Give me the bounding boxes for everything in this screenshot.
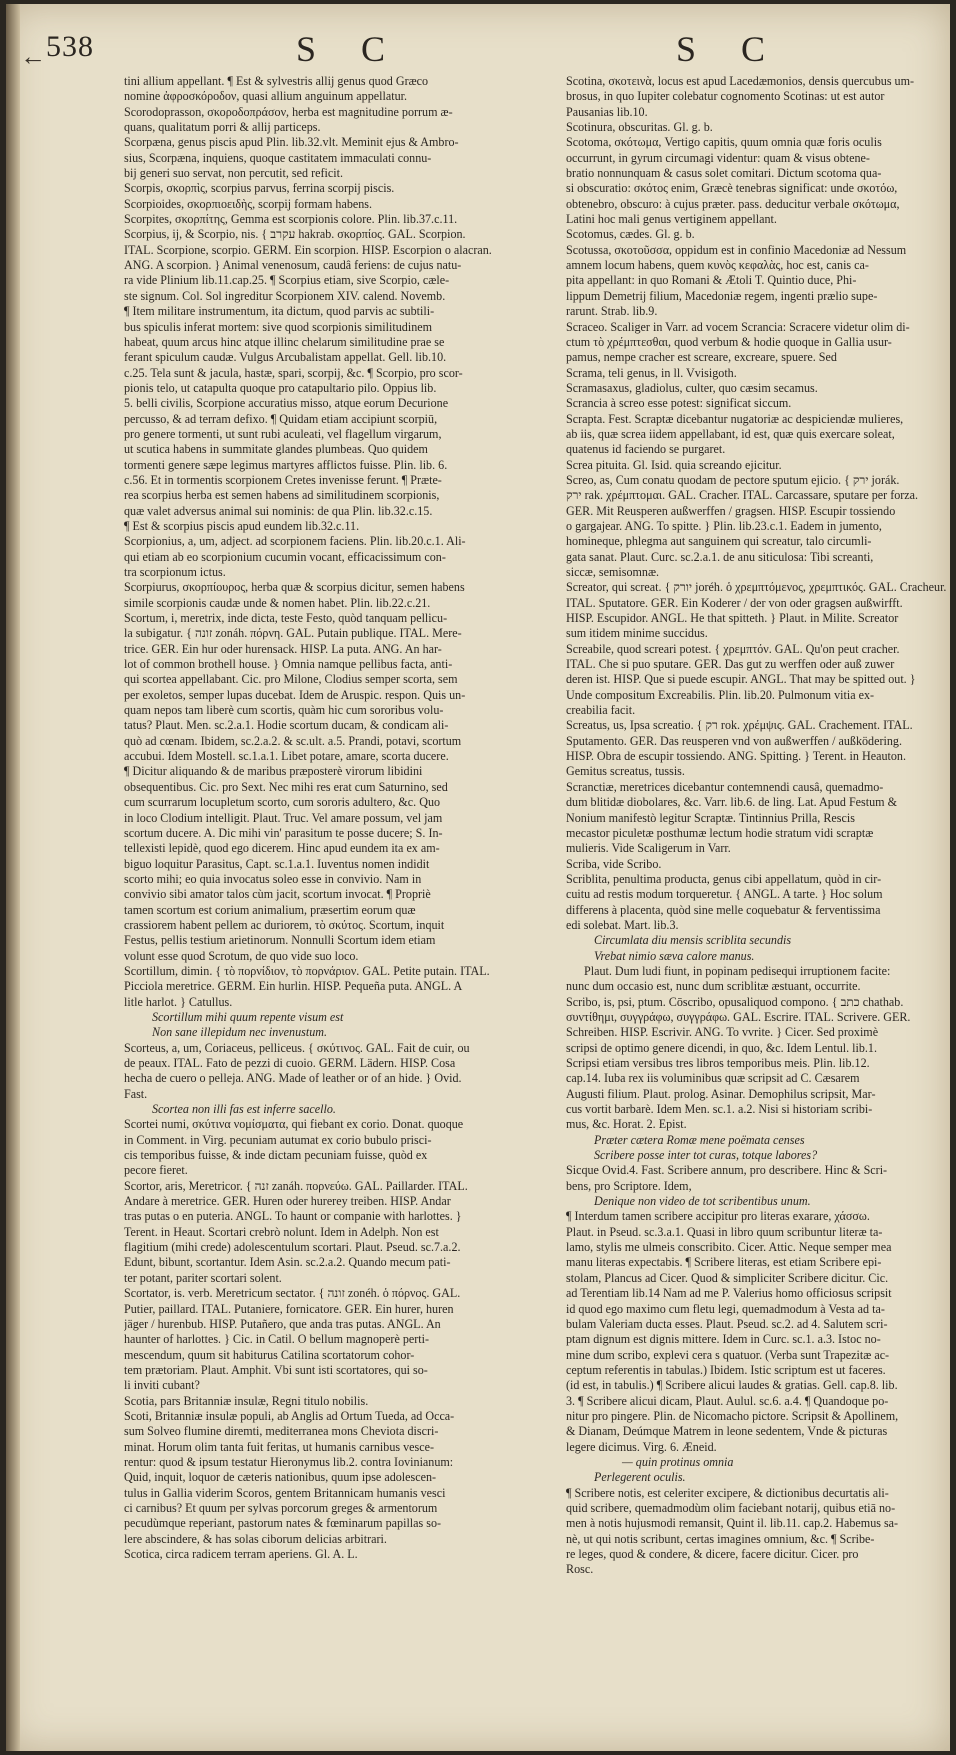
text-line: Præter cætera Romæ mene poëmata censes [594, 1132, 805, 1147]
text-line: ירק rak. χρέμπτομαι. GAL. Cracher. ITAL. Carcassare, sputare per forza. [566, 488, 919, 503]
text-line: occurrunt, in gyrum circumagi videntur: quam & visus obtene- [566, 150, 870, 165]
text-line: Rosc. [566, 1562, 594, 1577]
text-line: bulam Valeriam ducta esses. Plaut. Pseud. sc.2. ad 4. Salutem scri- [566, 1316, 888, 1331]
text-line: ITAL. Sputatore. GER. Ein Koderer / der von oder gragsen außwirfft. [566, 595, 903, 610]
text-line: c.56. Et in tormentis scorpionem Cretes invenisse ferunt. ¶ Præte- [124, 472, 442, 487]
text-line: la subigatur. { זונה zonáh. πόρνη. GAL. Putain publique. ITAL. Mere- [124, 626, 462, 641]
text-line: brosus, in quo Iupiter colebatur cognomento Scotinas: ut est autor [566, 89, 885, 104]
text-line: pro genere tormenti, ut sunt rubi aculeati, vel flagellum virgarum, [124, 426, 442, 441]
text-line: Scortea non illi fas est inferre sacello. [152, 1102, 336, 1117]
text-line: ctum τὸ χρέμπτεσθαι, quod verbum & hodie quoque in Gallia usur- [566, 334, 892, 349]
text-line: bratio nonnunquam & casus solet comitari. Dictum scotoma qua- [566, 166, 882, 181]
text-line: litle harlot. } Catullus. [124, 994, 233, 1009]
text-line: Denique non video de tot scribentibus unum. [594, 1194, 811, 1209]
text-line: manu literas expectabis. ¶ Scribere literas, est etiam Scribere epi- [566, 1255, 882, 1270]
text-line: ptam dignum est dignis mittere. Idem in Curc. sc.1. a.3. Istoc no- [566, 1332, 881, 1347]
text-line: pionis telo, ut catapulta quoque pro catapultario pilo. Oppius lib. [124, 380, 437, 395]
text-line: Plaut. Dum ludi fiunt, in popinam pedisequi irruptionem facite: [584, 963, 891, 978]
text-line: Scorpites, σκορπίτης, Gemma est scorpionis colore. Plin. lib.37.c.11. [124, 212, 458, 227]
text-line: quæ valet adversus animal sui nominis: de qua Plin. lib.32.c.15. [124, 503, 433, 518]
text-line: Scotoma, σκότωμα, Vertigo capitis, quum omnia quæ foris oculis [566, 135, 882, 150]
text-line: obtenebro, obscuro: à cujus præter. pass. deducitur verbale σκότωμα, [566, 196, 900, 211]
text-line: Scriba, vide Scribo. [566, 856, 662, 871]
text-line: Edunt, bibunt, scortantur. Idem Asin. sc.2.a.2. Quando mecum pati- [124, 1255, 451, 1270]
text-line: ¶ Scribere notis, est celeriter excipere, & dictionibus decurtatis ali- [566, 1485, 889, 1500]
text-line: sum Solveo flumine diremti, mediterranea mons Cheviota discri- [124, 1424, 439, 1439]
text-line: Scrapta. Fest. Scraptæ dicebantur nugatoriæ ac despiciendæ mulieres, [566, 411, 904, 426]
text-line: gata sanat. Plaut. Curc. sc.2.a.1. de anu siticulosa: Tibi screanti, [566, 549, 874, 564]
text-line: in Comment. in Virg. pecuniam autumat ex corio bubulo prisci- [124, 1132, 432, 1147]
text-line: lere abscindere, & has solas ciborum delicias arbitrari. [124, 1531, 387, 1546]
text-line: Scorodoprasson, σκοροδοπράσον, herba est magnitudine porrum æ- [124, 104, 453, 119]
text-line: differens à placenta, quòd sine melle coquebatur & ferventissima [566, 902, 881, 917]
page-number: 538 [46, 30, 94, 63]
text-line: edi solebat. Mart. lib.3. [566, 917, 679, 932]
text-line: Scortum, i, meretrix, inde dicta, teste Festo, quòd tanquam pellicu- [124, 611, 448, 626]
text-line: nitur pro pingere. Plin. de Nicomacho pictore. Scripsit & Apollinem, [566, 1408, 899, 1423]
text-line: pita appellant: in quo Romani & Ætoli T. Quintio duce, Phi- [566, 273, 857, 288]
text-line: volunt esse quod Scrotum, de quo vide suo loco. [124, 948, 359, 963]
text-line: 5. belli civilis, Scorpione accuratius misso, atque eorum Decurione [124, 396, 449, 411]
text-line: ¶ Dicitur aliquando & de maribus præposterè virorum libidini [124, 764, 423, 779]
text-line: ¶ Interdum tamen scribere accipitur pro literas exarare, χάσσω. [566, 1209, 870, 1224]
text-line: accubui. Idem Mostell. sc.1.a.1. Libet potare, amare, scorta ducere. [124, 749, 449, 764]
text-line: Scotia, pars Britanniæ insulæ, Regni titulo nobilis. [124, 1393, 369, 1408]
text-line: de peaux. ITAL. Fato de pezzi di cuoio. GERM. Lädern. HISP. Cosa [124, 1056, 456, 1070]
text-line: Scribere posse inter tot curas, totque labores? [594, 1148, 818, 1163]
text-line: Perlegerent oculis. [594, 1470, 686, 1485]
text-line: ter potant, pariter scortari solent. [124, 1270, 282, 1285]
text-line: ut scutica habens in summitate glandes plumbeas. Quo quidem [124, 442, 428, 457]
text-line: Scorpioides, σκορπιοειδὴς, scorpij formam habens. [124, 196, 373, 211]
text-line: trice. GER. Ein hur oder hurensack. HISP. La puta. ANG. An har- [124, 641, 442, 656]
text-line: cap.14. Iuba rex iis voluminibus quæ scripsit ad C. Cæsarem [566, 1071, 860, 1086]
text-line: Screabile, quod screari potest. { χρεμπτόν. GAL. Qu'on peut cracher. [566, 641, 900, 656]
text-line: tatus? Plaut. Men. sc.2.a.1. Hodie scortum ducam, & condicam ali- [124, 718, 449, 733]
running-head-left: S C [296, 29, 404, 69]
text-line: ab iis, quæ screa iidem appellabant, id est, quæ quis exercare soleat, [566, 426, 895, 441]
text-line: HISP. Escupidor. ANGL. He that spitteth. } Plaut. in Milite. Screator [566, 611, 899, 626]
text-line: Scortor, aris, Meretricor. { זנה zanáh. πορνεύω. GAL. Paillarder. ITAL. [124, 1178, 468, 1193]
text-line: Scorpæna, genus piscis apud Plin. lib.32.vlt. Meminit ejus & Ambro- [124, 135, 459, 150]
text-line: Screator, qui screat. { יורק joréh. ὁ χρεμπτόμενος, χρεμπτικός. GAL. Cracheur. [566, 580, 947, 595]
text-line: Scotussa, σκοτοῦσσα, oppidum est in confinio Macedoniæ ad Nessum [566, 242, 907, 257]
text-line: lot of common brothell house. } Omnia namque pellibus facta, anti- [124, 657, 453, 672]
text-line: Scorpis, σκορπὶς, scorpius parvus, ferrina scorpij piscis. [124, 181, 395, 196]
text-line: lamo, stylis me ulmeis conscribito. Cicer. Attic. Neque semper mea [566, 1240, 892, 1255]
text-line: Nonium manifestò legitur Scraptæ. Tintinnius Prilla, Rescis [566, 810, 855, 825]
text-line: Non sane illepidum nec invenustum. [152, 1025, 327, 1040]
text-line: ferant spiculum caudæ. Vulgus Arcubalistam appellat. Gell. lib.10. [124, 350, 447, 365]
text-line: stolam, Plancus ad Cicer. Quod & simpliciter Scribere dicitur. Cic. [566, 1270, 889, 1285]
text-line: mus, &c. Horat. 2. Epist. [566, 1117, 687, 1132]
text-line: Festus, pellis testium arietinorum. Nonnulli Scortum idem etiam [124, 933, 436, 948]
text-line: Pausanias lib.10. [566, 104, 648, 119]
text-line: obsequentibus. Cic. pro Sext. Nec mihi res erat cum Saturnino, sed [124, 779, 448, 794]
margin-arrow-mark: ← [20, 42, 46, 71]
text-line: ITAL. Che si puo sputare. GER. Das gut zu werffen oder auß zuwer [566, 657, 895, 672]
running-head-right: S C [676, 29, 784, 69]
text-line: tini allium appellant. ¶ Est & sylvestris allij genus quod Græco [124, 74, 429, 88]
text-line: pamus, nempe cracher est screare, excreare, spuere. Sed [566, 350, 837, 365]
text-line: ITAL. Scorpione, scorpio. GERM. Ein scorpion. HISP. Escorpion o alacran. [124, 242, 492, 257]
text-line: homineque, phlegma aut sanguinem qui screatur, talo circumli- [566, 534, 872, 549]
text-line: jäger / hurenbub. HISP. Putañero, que anda tras putas. ANGL. An [124, 1316, 441, 1331]
text-line: cus vortit barbarè. Idem Men. sc.1. a.2. Nisi si historiam scribi- [566, 1102, 873, 1117]
text-line: Unde compositum Excreabilis. Plin. lib.20. Pulmonum vitia ex- [566, 687, 875, 702]
text-line: simile scorpionis caudæ unde & nomen habet. Plin. lib.22.c.21. [124, 595, 431, 610]
text-line: Scoti, Britanniæ insulæ populi, ab Anglis ad Ortum Tueda, ad Occa- [124, 1408, 455, 1423]
text-line: cuitu ad restis modum torqueretur. { ANGL. A tarte. } Hoc solum [566, 887, 883, 902]
text-line: Andare à meretrice. GER. Huren oder hurerey treiben. HISP. Andar [124, 1194, 451, 1209]
text-line: pecore fieret. [124, 1163, 188, 1178]
text-line: c.25. Tela sunt & jacula, hastæ, spari, scorpij, &c. ¶ Scorpio, pro scor- [124, 365, 463, 380]
text-line: GER. Mit Reusperen außwerffen / gragsen. HISP. Escupir tossiendo [566, 503, 896, 518]
text-line: id quod ego maximo cum fletu legi, quemadmodum à Vesta ad ta- [566, 1301, 885, 1316]
text-line: cis temporibus fuisse, & inde dictam pecuniam fuisse, quòd ex [124, 1148, 428, 1163]
text-line: quò ad cœnam. Ibidem, sc.2.a.2. & sc.ult. a.5. Prandi, potavi, scortum [124, 733, 462, 748]
text-line: — quin protinus omnia [622, 1454, 734, 1469]
text-line: & Dianam, Deúmque Matrem in leone sedentem, Vnde & picturas [566, 1424, 888, 1439]
text-line: mulieris. Vide Scaligerum in Varr. [566, 841, 731, 856]
text-line: mine dum scribo, explevi cera s quatuor. (Verba sunt Trapezitæ ac- [566, 1347, 890, 1362]
text-line: ¶ Item militare instrumentum, ita dictum, quod parvis ac subtili- [124, 304, 435, 319]
text-line: Scotica, circa radicem terram aperiens. Gl. A. L. [124, 1547, 358, 1561]
text-line: tras putas o en puteria. ANGL. To haunt or companie with harlottes. } [124, 1209, 462, 1224]
text-line: Scramasaxus, gladiolus, culter, quo cæsim secamus. [566, 380, 818, 395]
text-line: bus spiculis inferat mortem: sive quod scorpionis similitudinem [124, 319, 433, 334]
text-line: tormenti genere sæpe legimus martyres afflictos fuisse. Plin. lib. 6. [124, 457, 448, 472]
text-line: cum scurrarum locupletum scorto, cum sororis adultero, &c. Quo [124, 795, 441, 810]
right-text-column [566, 74, 956, 1578]
text-line: tamen scortum est corium animalium, præsertim eorum quæ [124, 902, 416, 917]
text-line: Screa pituita. Gl. Isid. quia screando ejicitur. [566, 457, 782, 472]
text-line: convivio sibi amator talos cùm jacit, scortum invocat. ¶ Propriè [124, 887, 431, 902]
text-line: in loco Clodium intelligit. Plaut. Truc. Vel amare possum, vel jam [124, 810, 443, 825]
text-line: Picciola meretrice. GERM. Ein hurlin. HISP. Pequeña puta. ANGL. A [124, 979, 463, 994]
text-line: lippum Demetrij filium, Macedoniæ regem, ingenti prælio supe- [566, 288, 878, 303]
text-line: per exoletos, semper lupas ducebat. Idem de Aruspic. respon. Quis un- [124, 687, 466, 702]
text-line: quans, qualitatum porri & allij particeps. [124, 120, 321, 135]
text-line: Putier, paillard. ITAL. Putaniere, fornicatore. GER. Ein hurer, huren [124, 1301, 454, 1316]
text-line: rarunt. Strab. lib.9. [566, 304, 658, 319]
text-line: scripsi de optimo genere dicendi, in quo, &c. Idem Lentul. lib.1. [566, 1040, 878, 1055]
text-line: Scorpius, ij, & Scorpio, nis. { עקרב hakrab. σκορπίος. GAL. Scorpion. [124, 227, 466, 242]
text-line: Screo, as, Cum conatu quodam de pectore sputum ejicio. { ירק jorák. [566, 472, 900, 487]
page-gutter [6, 4, 20, 1751]
text-line: Latini hoc mali genus vertiginem appellant. [566, 212, 777, 227]
text-line: dum blitidæ diobolares, &c. Varr. lib.6. de ling. Lat. Apud Festum & [566, 795, 897, 810]
text-line: Terent. in Heaut. Scortari crebrò nolunt. Idem in Adelph. Non est [124, 1224, 439, 1239]
text-line: mescendum, quum sit habiturus Catilina scortatorum cohor- [124, 1347, 415, 1362]
text-line: bens, pro Scriptore. Idem, [566, 1178, 692, 1193]
text-line: Screatus, us, Ipsa screatio. { רק rok. χρέμψις. GAL. Crachement. ITAL. [566, 718, 913, 733]
text-line: Plaut. in Pseud. sc.3.a.1. Quasi in libro quum scribuntur literæ ta- [566, 1224, 883, 1239]
text-line: qui scortea appellabant. Cic. pro Milone, Clodius semper scorta, sem [124, 672, 458, 687]
text-line: qui etiam ab eo scorpionium cucumin vocant, efficacissimum con- [124, 549, 446, 564]
text-line: minat. Horum olim tanta fuit feritas, ut humanis carnibus vesce- [124, 1439, 434, 1454]
text-line: biguo loquitur Parasitus, Capt. sc.1.a.1. Iuventus nomen indidit [124, 856, 430, 871]
text-line: tra scorpionum ictus. [124, 565, 226, 579]
text-line: tem prætoriam. Plaut. Amphit. Vbi sunt isti scortatores, qui so- [124, 1362, 428, 1377]
text-line: tulus in Gallia viderim Scoros, gentem Britannicam humanis vesci [124, 1485, 446, 1500]
text-line: ad Terentiam lib.14 Nam ad me P. Valerius homo officiosus scripsit [566, 1286, 892, 1301]
dictionary-page [6, 4, 950, 1751]
text-line: Scotinura, obscuritas. Gl. g. b. [566, 120, 713, 135]
text-line: Scribo, is, psi, ptum. Cōscribo, opusaliquod compono. { כתב chathab. [566, 994, 904, 1009]
text-line: o gargajear. ANG. To spitte. } Plin. lib.23.c.1. Eadem in jumento, [566, 518, 882, 533]
text-line: pecudùmque reperiant, pastorum nates & fœminarum papillas so- [124, 1516, 442, 1531]
text-line: Scortator, is. verb. Meretricum sectator. { זונה zonéh. ὁ πόρνος. GAL. [124, 1286, 461, 1301]
text-line: scorto mihi; eo quia invocatus soleo esse in convivio. Nam in [124, 871, 422, 886]
text-line: mecastor piculetæ posthumæ lectum hodie stratum vidi scraptæ [566, 825, 874, 840]
text-line: Scorpiurus, σκορπίουρος, herba quæ & scorpius dicitur, semen habens [124, 580, 465, 595]
text-line: si obscuratio: σκότος enim, Græcè tenebras significat: unde σκοτόω, [566, 181, 898, 196]
text-line: Scranctiæ, meretrices dicebantur contemnendi causâ, quemadmo- [566, 779, 884, 794]
text-line: flagitium (mihi crede) adolescentulum scortari. Plaut. Pseud. sc.7.a.2. [124, 1240, 461, 1255]
text-line: 3. ¶ Scribere alicui dicam, Plaut. Aulul. sc.6. a.4. ¶ Quandoque po- [566, 1393, 889, 1408]
text-line: quid scribere, quemadmodùm olim faciebant notarij, quibus etiā no- [566, 1500, 896, 1515]
text-line: hecha de cuero o pelleja. ANG. Made of leather or of an hide. } Ovid. [124, 1071, 462, 1086]
text-line: men à notis hujusmodi remansit, Quint il. lib.11. cap.2. Habemus sa- [566, 1516, 899, 1531]
text-line: ci carnibus? Et quum per sylvas porcorum greges & armentorum [124, 1500, 438, 1515]
text-line: ANG. A scorpion. } Animal venenosum, caudâ feriens: de cujus natu- [124, 258, 462, 273]
text-line: scortum ducere. A. Dic mihi vin' parasitum te posse ducere; S. In- [124, 825, 443, 840]
text-line: συντίθημι, συγγράφω, συγγράφω. GAL. Escrire. ITAL. Scrivere. GER. [566, 1009, 911, 1024]
text-line: tellexisti lepidè, quod ego dicerem. Hinc apud eundem ita ex am- [124, 841, 440, 856]
text-line: quatenus id faciendo se purgaret. [566, 442, 726, 457]
text-line: deren ist. HISP. Que si puede escupir. ANGL. That may be spitted out. } [566, 672, 916, 687]
text-line: creabilia facit. [566, 703, 636, 718]
text-line: sius, Scorpæna, inquiens, quoque castitatem immaculati connu- [124, 150, 432, 165]
text-line: amnem locum habens, quem κυνὸς κεφαλὰς, hoc est, canis ca- [566, 258, 869, 273]
text-line: Scripsi etiam versibus tres libros temporibus meis. Plin. lib.12. [566, 1056, 870, 1070]
text-line: Scorpionius, a, um, adject. ad scorpionem faciens. Plin. lib.20.c.1. Ali- [124, 534, 466, 549]
text-line: Scortillum, dimin. { τὸ πορνίδιον, τὸ πορνάριον. GAL. Petite putain. ITAL. [124, 963, 490, 978]
text-line: Vrebat nimio sæva calore manus. [594, 948, 755, 963]
text-line: Fast. [124, 1086, 148, 1101]
text-line: crassiorem habent pellem ac duriorem, τὸ σκύτος. Scortum, inquit [124, 917, 445, 932]
text-line: ceptum referentis in tabulas.) Ibidem. Istic scriptum est ut faceres. [566, 1362, 886, 1377]
text-line: re leges, quod & condere, & dicere, facere dicitur. Cicer. pro [566, 1547, 859, 1561]
text-line: legere dicimus. Virg. 6. Æneid. [566, 1439, 717, 1454]
text-line: Quid, inquit, loquor de cæteris nationibus, quum ipse adolescen- [124, 1470, 437, 1485]
text-line: Scortei numi, σκύτινα νομίσματα, qui fiebant ex corio. Donat. quoque [124, 1117, 464, 1132]
text-line: Schreiben. HISP. Escrivir. ANG. To vvrite. } Cicer. Sed proximè [566, 1025, 879, 1040]
text-line: li inviti cubant? [124, 1378, 200, 1393]
text-line: ¶ Est & scorpius piscis apud eundem lib.32.c.11. [124, 518, 360, 533]
left-text-column [124, 74, 554, 1562]
text-line: rentur: quod & ipsum testatur Hieronymus lib.2. contra Iovinianum: [124, 1454, 454, 1469]
text-line: ra vide Plinium lib.11.cap.25. ¶ Scorpius etiam, sive Scorpio, cæle- [124, 273, 450, 288]
text-line: Scrama, teli genus, in ll. Vvisigoth. [566, 365, 737, 380]
text-line: habeat, quum arcus hinc atque illinc chelarum similitudine prae se [124, 334, 445, 349]
text-line: Scraceo. Scaliger in Varr. ad vocem Scrancia: Scracere videtur olim di- [566, 319, 910, 334]
text-line: nè, ut qui notis scribunt, certas imagines omnium, &c. ¶ Scribe- [566, 1531, 875, 1546]
text-line: Augusti filium. Plaut. prolog. Asinar. Demophilus scripsit, Mar- [566, 1086, 876, 1101]
text-line: Circumlata diu mensis scriblita secundis [594, 933, 792, 948]
text-line: Sputamento. GER. Das reusperen vnd von außwerffen / außködering. [566, 733, 902, 748]
text-line: (id est, in tabulis.) ¶ Scribere alicui laudes & gratias. Gell. cap.8. lib. [566, 1378, 898, 1393]
text-line: ste signum. Col. Sol ingreditur Scorpionem XIV. calend. Novemb. [124, 288, 446, 303]
text-line: sum itidem minime succidus. [566, 626, 708, 641]
text-line: percusso, & ad terram defixo. ¶ Quidam etiam accipiunt scorpiū, [124, 411, 438, 426]
text-line: nomine ἀφροσκόροδον, quasi allium anguinum appellatur. [124, 89, 408, 104]
text-line: HISP. Obra de escupir tossiendo. ANG. Spitting. } Terent. in Heauton. [566, 749, 906, 764]
text-line: Scriblita, penultima producta, genus cibi appellatum, quòd in cir- [566, 871, 882, 886]
text-line: siccæ, semisomnæ. [566, 565, 660, 579]
text-line: Scorteus, a, um, Coriaceus, pelliceus. { σκύτινος. GAL. Fait de cuir, ou [124, 1040, 470, 1055]
text-line: nunc dum occasio est, nunc dum scriblitæ æstuant, occurrite. [566, 979, 861, 994]
text-line: Gemitus screatus, tussis. [566, 764, 685, 779]
text-line: Scortillum mihi quum repente visum est [152, 1009, 344, 1024]
text-line: quam nepos tam liberè cum scortis, quàm hic cum sororibus volu- [124, 703, 444, 718]
text-line: Scotomus, cædes. Gl. g. b. [566, 227, 695, 242]
text-line: Scrancia à screo esse potest: significat siccum. [566, 396, 792, 411]
text-line: rea scorpius herba est semen habens ad similitudinem scorpionis, [124, 488, 440, 503]
text-line: haunter of harlottes. } Cic. in Catil. O bellum magnoperè perti- [124, 1332, 430, 1347]
text-line: bij generi suo servat, non percutit, sed reficit. [124, 166, 343, 181]
text-line: Sicque Ovid.4. Fast. Scribere annum, pro describere. Hinc & Scri- [566, 1163, 888, 1178]
text-line: Scotina, σκοτεινὰ, locus est apud Lacedæmonios, densis quercubus um- [566, 74, 915, 88]
